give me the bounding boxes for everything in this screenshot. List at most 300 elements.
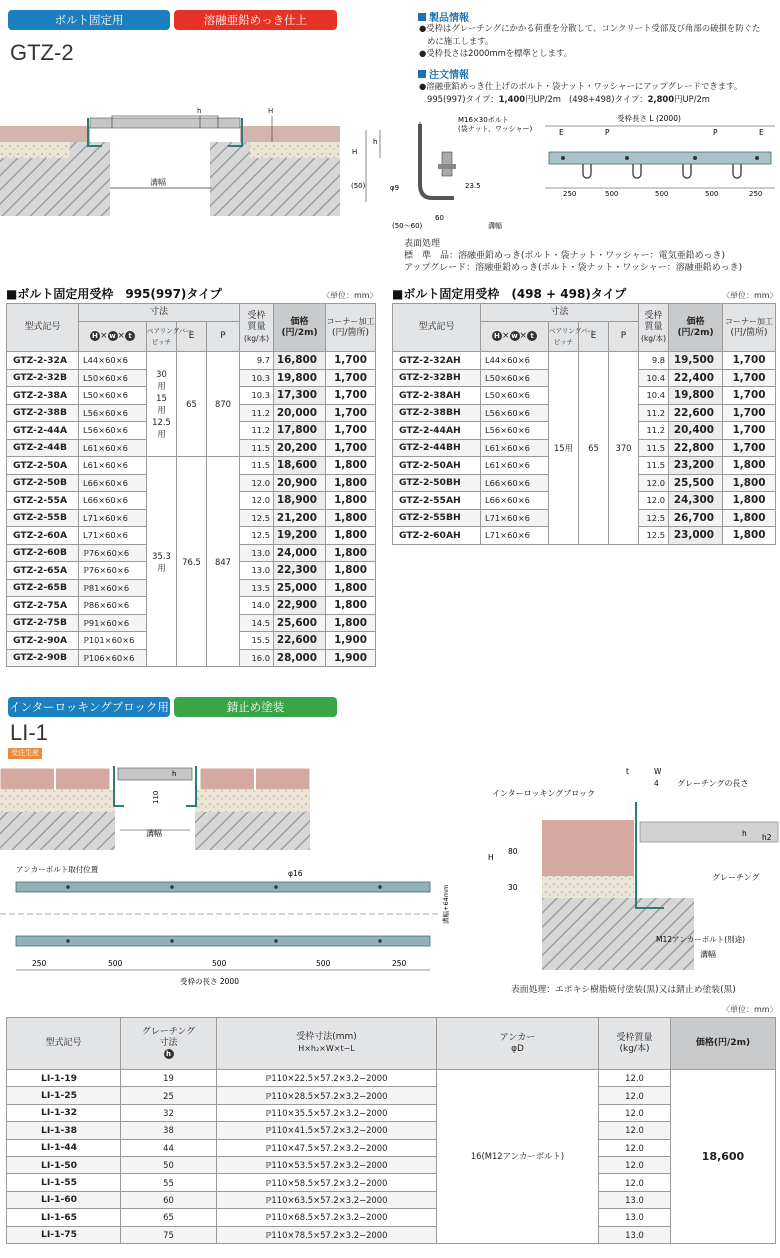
cell-li-mass: 12.0 (599, 1087, 671, 1104)
svg-text:60: 60 (435, 214, 444, 222)
cell-model: GTZ-2-50A (7, 457, 79, 475)
svg-text:23.5: 23.5 (465, 182, 481, 190)
cell-mass: 11.2 (240, 404, 274, 422)
cell-price: 28,000 (274, 649, 326, 667)
svg-text:h: h (172, 770, 177, 778)
cell-li-gsize: 32 (121, 1104, 217, 1121)
svg-text:溝幅: 溝幅 (488, 222, 502, 230)
table-row (7, 1156, 776, 1173)
table-row (7, 457, 376, 475)
th-li-mass: 受枠質量 (kg/本) (599, 1018, 671, 1070)
tag-interlocking: インターロッキングブロック用 (8, 697, 170, 717)
th-dims: 寸法 (79, 304, 240, 322)
th-li-model: 型式記号 (7, 1018, 121, 1070)
table-row (7, 352, 376, 370)
cell-dims: L56×60×6 (481, 422, 549, 440)
cell-mass: 13.0 (240, 544, 274, 562)
svg-text:h: h (373, 138, 378, 146)
cell-li-gsize: 25 (121, 1087, 217, 1104)
cell-li-frame: ℙ110×35.5×57.2×3.2−2000 (217, 1104, 437, 1121)
cell-mass: 12.0 (240, 474, 274, 492)
cell-model: GTZ-2-32A (7, 352, 79, 370)
svg-text:250: 250 (563, 190, 577, 198)
table-row (7, 1191, 776, 1208)
svg-text:250: 250 (32, 959, 47, 968)
cell-li-frame: ℙ110×53.5×57.2×3.2−2000 (217, 1156, 437, 1173)
cell-corner: 1,700 (723, 369, 776, 387)
cell-E: 76.5 (177, 457, 207, 667)
svg-text:P: P (713, 128, 718, 137)
svg-text:500: 500 (108, 959, 123, 968)
cell-corner: 1,800 (326, 509, 376, 527)
svg-text:250: 250 (392, 959, 407, 968)
cell-dims: L50×60×6 (481, 369, 549, 387)
cell-corner: 1,800 (326, 492, 376, 510)
cell-model: GTZ-2-65B (7, 579, 79, 597)
gtz-detail-diagram (350, 112, 540, 234)
cell-mass: 11.2 (639, 422, 669, 440)
cell-corner: 1,700 (723, 352, 776, 370)
table-li (6, 1017, 776, 1244)
cell-li-model: LI-1-75 (7, 1226, 121, 1243)
cell-li-model: LI-1-44 (7, 1139, 121, 1156)
table-row (7, 1174, 776, 1191)
cell-li-mass: 12.0 (599, 1139, 671, 1156)
cell-price: 19,800 (669, 387, 723, 405)
cell-price: 25,500 (669, 474, 723, 492)
svg-text:溝幅: 溝幅 (700, 950, 716, 959)
gtz-section-diagram (0, 104, 340, 224)
cell-model: GTZ-2-50BH (393, 474, 481, 492)
cell-model: GTZ-2-60AH (393, 527, 481, 545)
product-info-text (419, 22, 779, 60)
th-corner: コーナー加工 (円/箇所) (326, 304, 376, 352)
cell-li-mass: 12.0 (599, 1156, 671, 1173)
svg-text:h2: h2 (762, 833, 772, 842)
cell-corner: 1,700 (326, 404, 376, 422)
cell-li-model: LI-1-32 (7, 1104, 121, 1121)
cell-li-gsize: 44 (121, 1139, 217, 1156)
cell-model: GTZ-2-75B (7, 614, 79, 632)
cell-mass: 12.5 (240, 527, 274, 545)
cell-price: 24,000 (274, 544, 326, 562)
cell-model: GTZ-2-32B (7, 369, 79, 387)
cell-mass: 12.0 (639, 474, 669, 492)
cell-corner: 1,800 (326, 614, 376, 632)
cell-price: 26,700 (669, 509, 723, 527)
cell-mass: 11.5 (639, 439, 669, 457)
cell-li-model: LI-1-19 (7, 1070, 121, 1087)
th-price: 価格 (円/2m) (669, 304, 723, 352)
svg-text:110: 110 (152, 790, 160, 804)
cell-mass: 12.5 (639, 527, 669, 545)
cell-corner: 1,800 (723, 492, 776, 510)
cell-model: GTZ-2-90A (7, 632, 79, 650)
cell-li-mass: 12.0 (599, 1122, 671, 1139)
svg-text:500: 500 (605, 190, 619, 198)
th-P: P (609, 322, 639, 352)
table-498-type (392, 303, 776, 545)
cell-corner: 1,900 (326, 649, 376, 667)
cell-li-model: LI-1-50 (7, 1156, 121, 1173)
cell-pitch: 35.3 用 (147, 457, 177, 667)
cell-dims: L66×60×6 (481, 474, 549, 492)
svg-text:(袋ナット、ワッシャー): (袋ナット、ワッシャー) (458, 125, 533, 133)
table-row (7, 1226, 776, 1243)
cell-dims: ℙ86×60×6 (79, 597, 147, 615)
cell-model: GTZ-2-38AH (393, 387, 481, 405)
th-P: P (207, 322, 240, 352)
cell-corner: 1,800 (326, 474, 376, 492)
order-info-text (419, 80, 779, 105)
cell-P: 847 (207, 457, 240, 667)
cell-mass: 12.5 (639, 509, 669, 527)
table-row (7, 1104, 776, 1121)
table1-unit: 〈単位：mm〉 (322, 291, 378, 300)
section-width-label: 溝幅 (150, 178, 166, 187)
cell-dims: L61×60×6 (481, 439, 549, 457)
cell-mass: 13.0 (240, 562, 274, 580)
cell-li-gsize: 55 (121, 1174, 217, 1191)
cell-model: GTZ-2-55A (7, 492, 79, 510)
cell-model: GTZ-2-90B (7, 649, 79, 667)
cell-li-gsize: 65 (121, 1209, 217, 1226)
table-row (7, 1209, 776, 1226)
cell-mass: 10.3 (240, 369, 274, 387)
li-section-diagram (0, 762, 310, 852)
cell-li-gsize: 38 (121, 1122, 217, 1139)
surface-std: 溶融亜鉛めっき(ボルト・袋ナット・ワッシャー：電気亜鉛めっき) (458, 251, 726, 261)
cell-model: GTZ-2-44A (7, 422, 79, 440)
cell-dims: L56×60×6 (79, 404, 147, 422)
th-price: 価格 (円/2m) (274, 304, 326, 352)
anchor-title: アンカーボルト取付位置 (16, 865, 99, 874)
th-E: E (177, 322, 207, 352)
cell-li-gsize: 19 (121, 1070, 217, 1087)
cell-dims: L44×60×6 (481, 352, 549, 370)
made-to-order-badge: 受注生産 (8, 748, 42, 759)
cell-P: 370 (609, 352, 639, 545)
th-pitch: ベアリングバー ピッチ (549, 322, 579, 352)
cell-li-gsize: 50 (121, 1156, 217, 1173)
cell-corner: 1,700 (723, 404, 776, 422)
cell-corner: 1,700 (326, 439, 376, 457)
cell-corner: 1,700 (723, 422, 776, 440)
surface-title: 表面処理 (404, 239, 441, 249)
th-E: E (579, 322, 609, 352)
cell-dims: ℙ76×60×6 (79, 562, 147, 580)
upg-a-price: 1,400 (498, 93, 526, 104)
cell-dims: L50×60×6 (481, 387, 549, 405)
svg-text:250: 250 (749, 190, 763, 198)
th-mass: 受枠 質量 (kg/本) (639, 304, 669, 352)
cell-mass: 9.7 (240, 352, 274, 370)
cell-model: GTZ-2-55BH (393, 509, 481, 527)
table2-caption: ■ボルト固定用受枠 (498 + 498)タイプ (392, 287, 627, 301)
cell-li-frame: ℙ110×47.5×57.2×3.2−2000 (217, 1139, 437, 1156)
cell-model: GTZ-2-50AH (393, 457, 481, 475)
th-hwt: H × w × t (79, 322, 147, 352)
svg-text:500: 500 (705, 190, 719, 198)
cell-corner: 1,700 (326, 369, 376, 387)
cell-price: 21,200 (274, 509, 326, 527)
cell-corner: 1,800 (723, 474, 776, 492)
cell-dims: L71×60×6 (481, 527, 549, 545)
cell-price: 24,300 (669, 492, 723, 510)
cell-model: GTZ-2-32AH (393, 352, 481, 370)
th-dims: 寸法 (481, 304, 639, 322)
tag-rust-paint: 錆止め塗装 (174, 697, 337, 717)
svg-text:(50): (50) (351, 182, 366, 190)
th-li-anchor: アンカー φD (437, 1018, 599, 1070)
cell-li-price: 18,600 (671, 1070, 776, 1244)
cell-corner: 1,800 (326, 527, 376, 545)
table-row (7, 1070, 776, 1087)
detail-H: H (352, 148, 358, 156)
cell-model: GTZ-2-75A (7, 597, 79, 615)
cell-price: 18,600 (274, 457, 326, 475)
svg-text:500: 500 (316, 959, 331, 968)
svg-text:M12アンカーボルト(別途): M12アンカーボルト(別途) (656, 935, 746, 944)
cell-li-model: LI-1-25 (7, 1087, 121, 1104)
surface-upg-label: アップグレード： (404, 263, 476, 273)
svg-text:インターロッキングブロック: インターロッキングブロック (492, 789, 596, 798)
cell-li-frame: ℙ110×68.5×57.2×3.2−2000 (217, 1209, 437, 1226)
cell-price: 20,900 (274, 474, 326, 492)
cell-model: GTZ-2-55AH (393, 492, 481, 510)
cell-li-frame: ℙ110×58.5×57.2×3.2−2000 (217, 1174, 437, 1191)
cell-mass: 13.5 (240, 579, 274, 597)
svg-text:H: H (488, 853, 494, 862)
cell-mass: 10.4 (639, 387, 669, 405)
svg-text:P: P (605, 128, 610, 137)
tag-hot-dip: 溶融亜鉛めっき仕上 (174, 10, 337, 30)
cell-model: GTZ-2-55B (7, 509, 79, 527)
svg-text:φ9: φ9 (390, 184, 400, 192)
cell-price: 16,800 (274, 352, 326, 370)
cell-corner: 1,700 (326, 387, 376, 405)
svg-text:φ16: φ16 (288, 869, 303, 878)
svg-text:グレーチング: グレーチング (712, 873, 760, 882)
cell-corner: 1,800 (326, 597, 376, 615)
cell-mass: 11.2 (639, 404, 669, 422)
cell-dims: L50×60×6 (79, 387, 147, 405)
cell-corner: 1,800 (326, 544, 376, 562)
th-model: 型式記号 (7, 304, 79, 352)
th-model: 型式記号 (393, 304, 481, 352)
svg-text:グレーチングの長さ: グレーチングの長さ (677, 779, 749, 788)
cell-corner: 1,900 (326, 632, 376, 650)
info-line: めに施工します。 (427, 35, 494, 46)
cell-dims: L50×60×6 (79, 369, 147, 387)
svg-text:t: t (626, 767, 629, 776)
li-surface-treatment: 表面処理：エポキシ樹脂焼付塗装(黒)又は錆止め塗装(黒) (511, 985, 736, 995)
cell-price: 22,600 (669, 404, 723, 422)
cell-dims: L44×60×6 (79, 352, 147, 370)
cell-dims: ℙ91×60×6 (79, 614, 147, 632)
cell-dims: ℙ101×60×6 (79, 632, 147, 650)
cell-dims: L71×60×6 (79, 527, 147, 545)
cell-mass: 12.0 (240, 492, 274, 510)
cell-dims: L66×60×6 (79, 492, 147, 510)
cell-mass: 11.5 (240, 439, 274, 457)
cell-model: GTZ-2-65A (7, 562, 79, 580)
svg-text:500: 500 (655, 190, 669, 198)
cell-li-mass: 12.0 (599, 1070, 671, 1087)
cell-corner: 1,800 (723, 457, 776, 475)
cell-price: 18,900 (274, 492, 326, 510)
cell-corner: 1,800 (723, 527, 776, 545)
cell-dims: L66×60×6 (79, 474, 147, 492)
info-line: ●溶融亜鉛めっき仕上げのボルト・袋ナット・ワッシャーにアップグレードできます。 (419, 81, 743, 91)
th-pitch: ベアリングバー ピッチ (147, 322, 177, 352)
cell-dims: ℙ81×60×6 (79, 579, 147, 597)
svg-text:M16×30ボルト: M16×30ボルト (458, 116, 509, 124)
th-li-frame: 受枠寸法(mm) H×h₂×W×t−L (217, 1018, 437, 1070)
cell-li-frame: ℙ110×63.5×57.2×3.2−2000 (217, 1191, 437, 1208)
upg-b-unit: 円UP/2m (674, 93, 710, 104)
cell-li-model: LI-1-65 (7, 1209, 121, 1226)
cell-price: 20,200 (274, 439, 326, 457)
cell-model: GTZ-2-60B (7, 544, 79, 562)
cell-dims: L61×60×6 (481, 457, 549, 475)
heading-product-info: 製品情報 (418, 9, 469, 24)
svg-text:80: 80 (508, 847, 518, 856)
cell-E: 65 (579, 352, 609, 545)
th-li-price: 価格(円/2m) (671, 1018, 776, 1070)
cell-price: 23,000 (669, 527, 723, 545)
upg-b-price: 2,800 (647, 93, 675, 104)
tag-bolt-fixed: ボルト固定用 (8, 10, 170, 30)
li-detail-diagram (480, 762, 778, 974)
svg-text:(50〜60): (50〜60) (392, 222, 423, 230)
cell-pitch: 30 用 15 用 12.5 用 (147, 352, 177, 457)
cell-model: GTZ-2-32BH (393, 369, 481, 387)
cell-li-gsize: 60 (121, 1191, 217, 1208)
cell-corner: 1,800 (723, 509, 776, 527)
svg-text:h: h (197, 107, 202, 115)
cell-mass: 10.3 (240, 387, 274, 405)
upg-a-label: 995(997)タイプ： (427, 93, 499, 104)
cell-dims: L71×60×6 (79, 509, 147, 527)
upg-a-unit: 円UP/2m (525, 93, 561, 104)
cell-model: GTZ-2-38BH (393, 404, 481, 422)
cell-price: 19,200 (274, 527, 326, 545)
cell-corner: 1,800 (326, 457, 376, 475)
cell-li-mass: 13.0 (599, 1209, 671, 1226)
cell-model: GTZ-2-44AH (393, 422, 481, 440)
cell-price: 22,800 (669, 439, 723, 457)
li-anchor-diagram (0, 862, 450, 990)
table-row (393, 352, 776, 370)
table-995-type (6, 303, 376, 667)
table-row (7, 1122, 776, 1139)
svg-text:溝幅+64mm: 溝幅+64mm (442, 884, 450, 924)
cell-dims: L56×60×6 (481, 404, 549, 422)
surface-treatment (404, 238, 742, 274)
cell-price: 19,500 (669, 352, 723, 370)
cell-mass: 14.5 (240, 614, 274, 632)
cell-li-mass: 13.0 (599, 1226, 671, 1243)
cell-price: 22,900 (274, 597, 326, 615)
cell-mass: 12.5 (240, 509, 274, 527)
cell-model: GTZ-2-44BH (393, 439, 481, 457)
cell-price: 20,400 (669, 422, 723, 440)
table-row (7, 1139, 776, 1156)
cell-dims: ℙ106×60×6 (79, 649, 147, 667)
cell-price: 17,300 (274, 387, 326, 405)
cell-corner: 1,700 (326, 422, 376, 440)
cell-pitch: 15用 (549, 352, 579, 545)
cell-corner: 1,700 (723, 387, 776, 405)
cell-dims: ℙ76×60×6 (79, 544, 147, 562)
cell-dims: L56×60×6 (79, 422, 147, 440)
cell-dims: L61×60×6 (79, 439, 147, 457)
svg-text:H: H (268, 107, 274, 115)
table2-unit: 〈単位：mm〉 (722, 291, 778, 300)
cell-model: GTZ-2-50B (7, 474, 79, 492)
cell-mass: 16.0 (240, 649, 274, 667)
cell-li-frame: ℙ110×78.5×57.2×3.2−2000 (217, 1226, 437, 1243)
svg-text:E: E (759, 128, 764, 137)
th-mass: 受枠 質量 (kg/本) (240, 304, 274, 352)
svg-text:受枠の長さ 2000: 受枠の長さ 2000 (180, 977, 239, 986)
surface-upg: 溶融亜鉛めっき(ボルト・袋ナット・ワッシャー：溶融亜鉛めっき) (475, 263, 743, 273)
cell-mass: 9.8 (639, 352, 669, 370)
upg-b-label: (498+498)タイプ： (568, 93, 648, 104)
cell-li-mass: 13.0 (599, 1191, 671, 1208)
info-line: ●受枠長さは2000mmを標準とします。 (419, 48, 573, 58)
cell-price: 25,600 (274, 614, 326, 632)
cell-price: 23,200 (669, 457, 723, 475)
cell-li-mass: 12.0 (599, 1174, 671, 1191)
cell-li-frame: ℙ110×28.5×57.2×3.2−2000 (217, 1087, 437, 1104)
cell-model: GTZ-2-38B (7, 404, 79, 422)
cell-mass: 10.4 (639, 369, 669, 387)
cell-price: 20,000 (274, 404, 326, 422)
li-width-label: 溝幅 (146, 829, 162, 838)
svg-text:h: h (742, 829, 747, 838)
cell-corner: 1,700 (326, 352, 376, 370)
cell-dims: L71×60×6 (481, 509, 549, 527)
cell-li-mass: 12.0 (599, 1104, 671, 1121)
svg-text:W: W (654, 767, 662, 776)
gtz-plan-diagram (545, 112, 777, 202)
cell-corner: 1,800 (326, 562, 376, 580)
cell-model: GTZ-2-38A (7, 387, 79, 405)
cell-li-model: LI-1-55 (7, 1174, 121, 1191)
cell-li-frame: ℙ110×41.5×57.2×3.2−2000 (217, 1122, 437, 1139)
cell-model: GTZ-2-60A (7, 527, 79, 545)
heading-order-info: 注文情報 (418, 66, 469, 81)
cell-mass: 11.5 (639, 457, 669, 475)
product-title-gtz: GTZ-2 (10, 40, 74, 65)
cell-price: 22,300 (274, 562, 326, 580)
cell-li-gsize: 75 (121, 1226, 217, 1243)
li-unit: 〈単位：mm〉 (722, 1005, 778, 1014)
svg-text:受枠長さ L (2000): 受枠長さ L (2000) (617, 114, 681, 123)
cell-li-frame: ℙ110×22.5×57.2×3.2−2000 (217, 1070, 437, 1087)
cell-li-model: LI-1-60 (7, 1191, 121, 1208)
cell-mass: 11.5 (240, 457, 274, 475)
table-row (7, 1087, 776, 1104)
th-li-gsize: グレーチング 寸法 h (121, 1018, 217, 1070)
cell-dims: L66×60×6 (481, 492, 549, 510)
th-corner: コーナー加工 (円/箇所) (723, 304, 776, 352)
product-title-li: LI-1 (10, 720, 48, 745)
svg-text:500: 500 (212, 959, 227, 968)
cell-price: 22,400 (669, 369, 723, 387)
